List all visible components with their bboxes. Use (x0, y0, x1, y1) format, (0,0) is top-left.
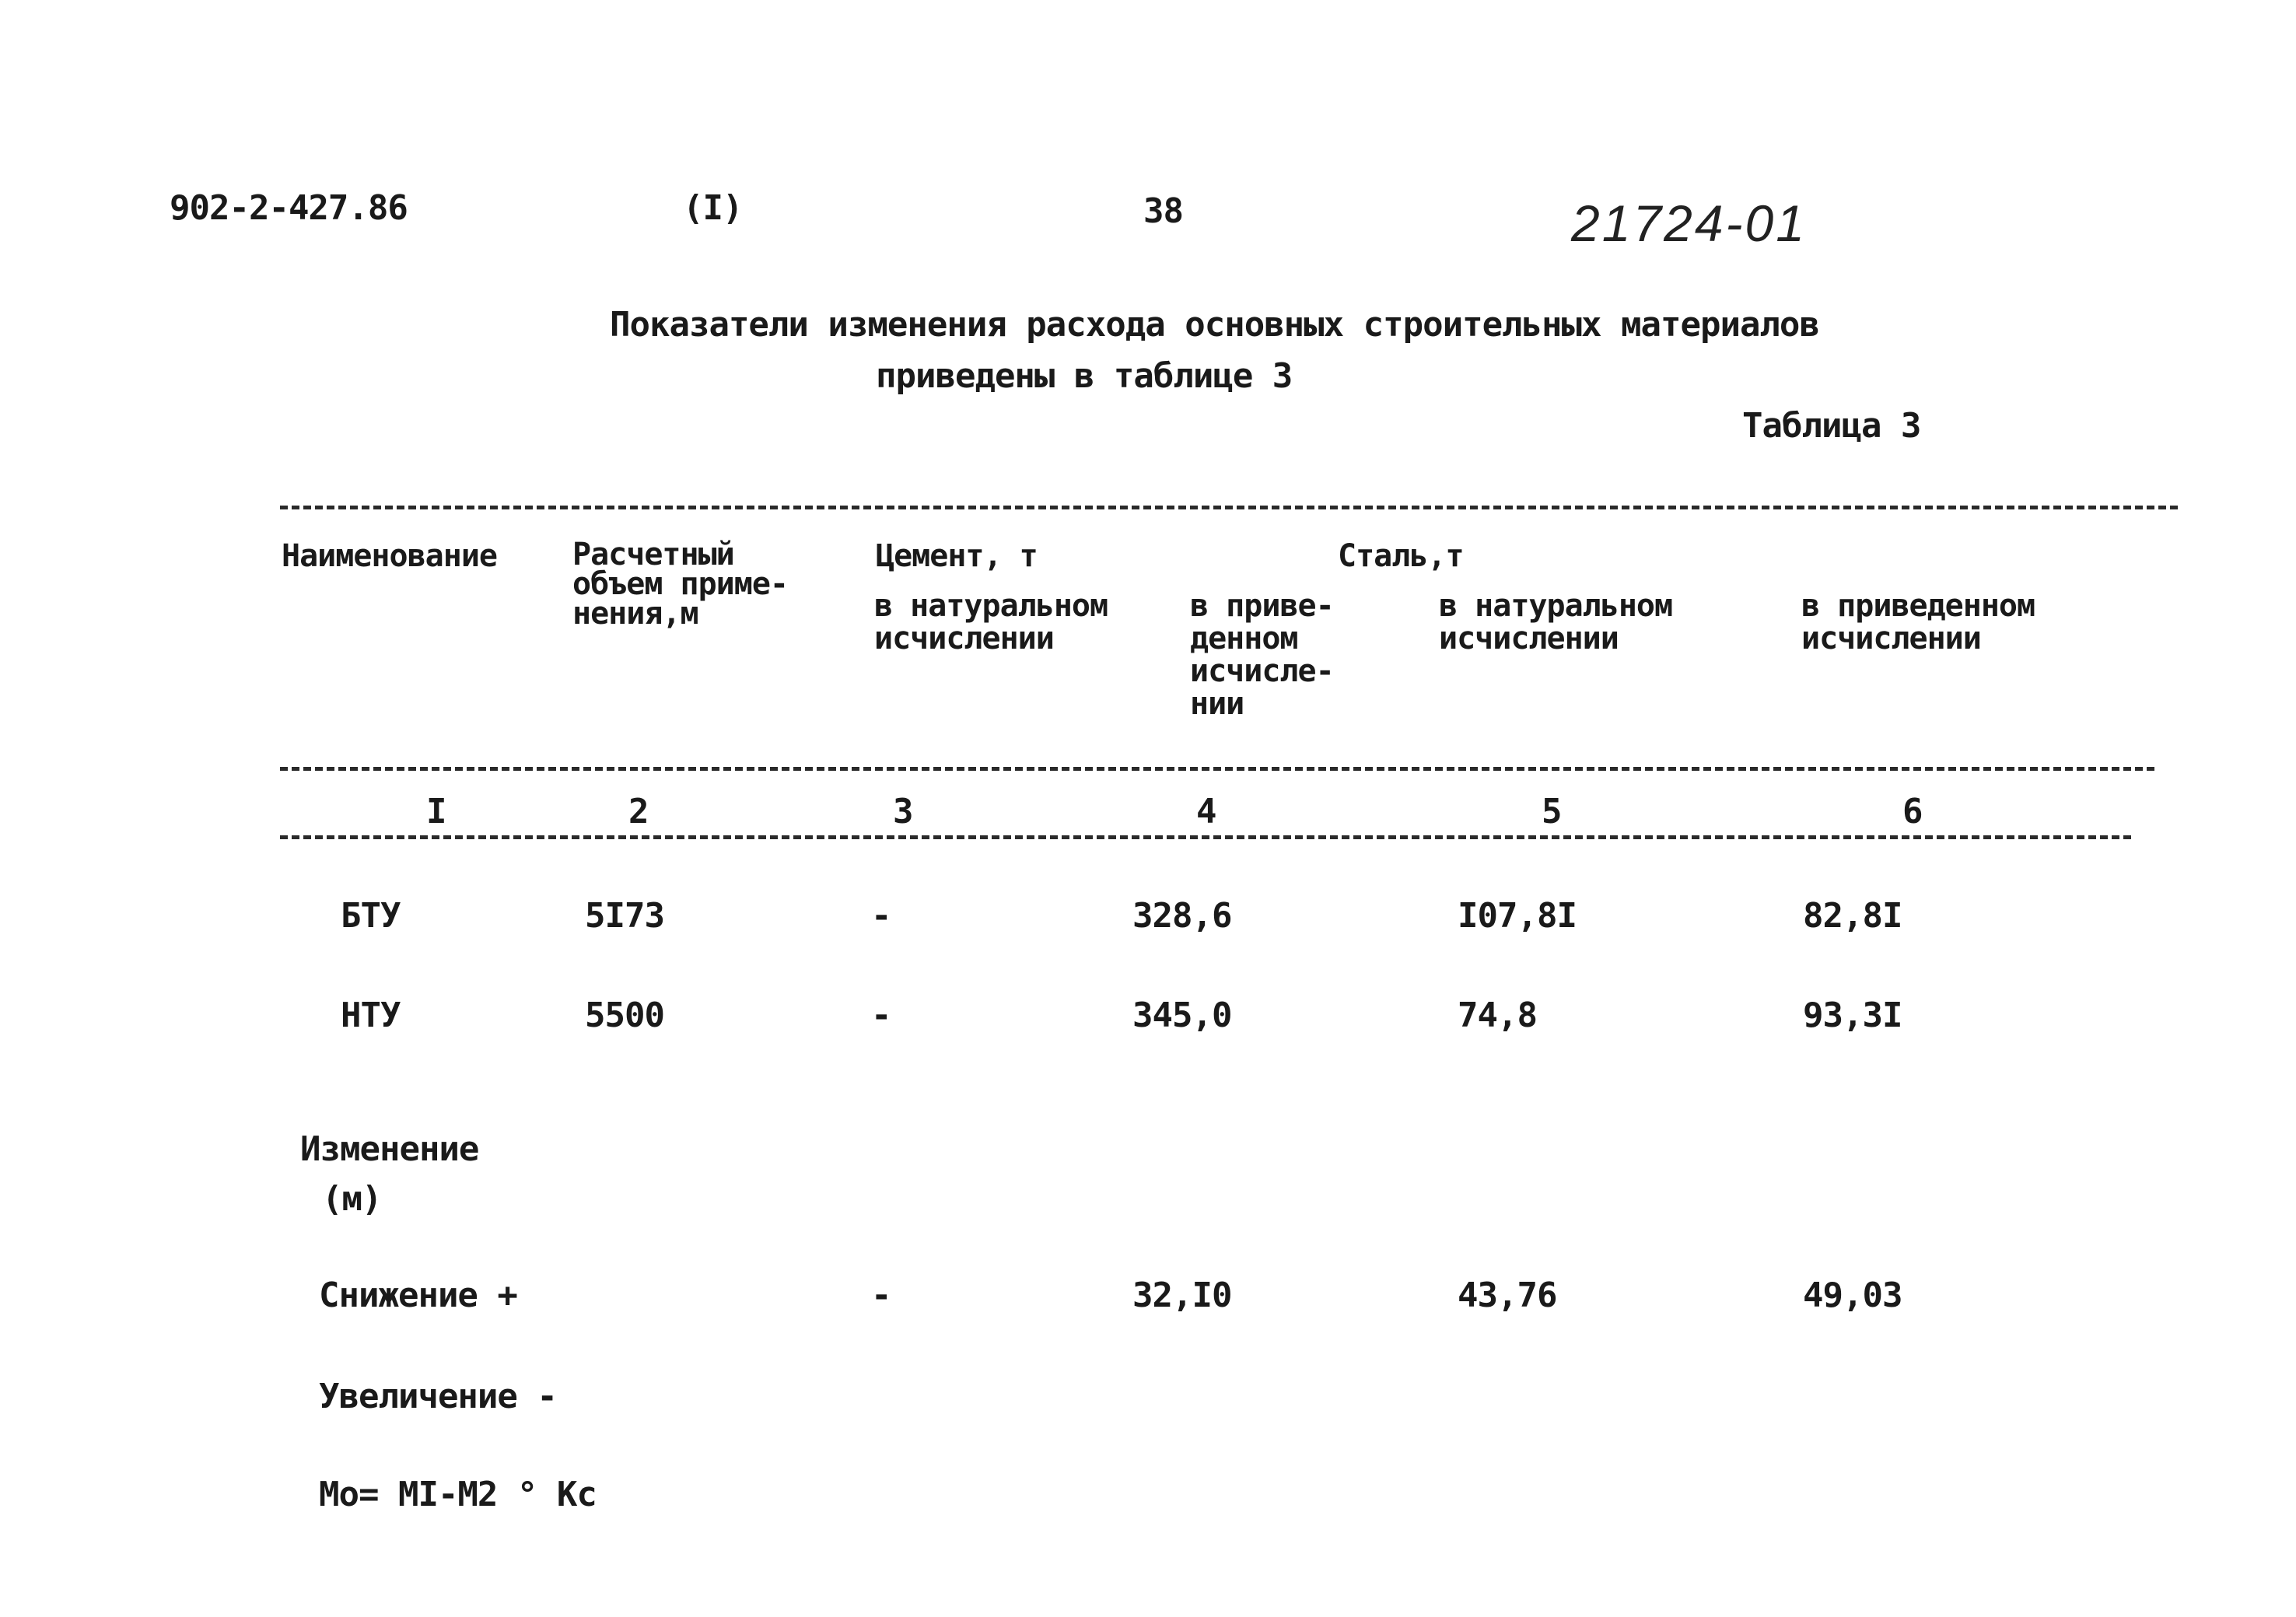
column-number-1: I (426, 792, 446, 831)
decrease-cement-reduced: 32,I0 (1132, 1276, 1232, 1315)
header-steel-reduced: в приведенном исчислении (1801, 588, 2035, 656)
column-number-4: 4 (1196, 792, 1216, 831)
page-number: 38 (1143, 191, 1183, 231)
row-1-cement-natural: - (871, 896, 891, 936)
row-2-volume: 5500 (585, 996, 664, 1035)
document-code: 902-2-427.86 (170, 188, 408, 228)
formula: Мо= МI-М2 ° Кс (319, 1475, 597, 1514)
header-cement-group: Цемент, т (876, 538, 1038, 574)
handwritten-document-id: 21724-01 (1571, 194, 1807, 252)
header-steel-natural: в натуральном исчислении (1439, 588, 1673, 656)
column-number-5: 5 (1542, 792, 1562, 831)
column-number-2: 2 (628, 792, 649, 831)
column-numbers-rule (280, 835, 2131, 839)
decrease-label: Снижение + (319, 1276, 517, 1315)
decrease-steel-natural: 43,76 (1458, 1276, 1557, 1315)
header-bottom-rule (280, 767, 2154, 771)
change-unit: (м) (322, 1179, 382, 1219)
row-2-cement-reduced: 345,0 (1132, 996, 1232, 1035)
row-2-steel-natural: 74,8 (1458, 996, 1537, 1035)
header-cement-reduced: в приве- денном исчисле- нии (1190, 588, 1334, 722)
header-volume: Расчетный объем приме- нения,м (572, 537, 788, 632)
row-2-name: НТУ (341, 996, 401, 1035)
header-name: Наименование (282, 538, 497, 574)
row-1-steel-natural: I07,8I (1458, 896, 1577, 936)
decrease-steel-reduced: 49,03 (1803, 1276, 1902, 1315)
column-number-3: 3 (893, 792, 913, 831)
decrease-cement-natural: - (871, 1276, 891, 1315)
column-number-6: 6 (1902, 792, 1923, 831)
row-2-steel-reduced: 93,3I (1803, 996, 1902, 1035)
row-1-cement-reduced: 328,6 (1132, 896, 1232, 936)
table-top-rule (280, 506, 2178, 509)
title-line-2: приведены в таблице 3 (876, 356, 1293, 396)
table-label: Таблица 3 (1742, 406, 1921, 446)
header-cement-natural: в натуральном исчислении (874, 588, 1108, 656)
change-label: Изменение (300, 1129, 479, 1169)
row-1-name: БТУ (341, 896, 401, 936)
header-steel-group: Сталь,т (1338, 538, 1464, 574)
title-line-1: Показатели изменения расхода основных строительных материалов (610, 305, 1819, 345)
row-2-cement-natural: - (871, 996, 891, 1035)
increase-label: Увеличение - (319, 1377, 557, 1416)
row-1-volume: 5I73 (585, 896, 664, 936)
row-1-steel-reduced: 82,8I (1803, 896, 1902, 936)
document-part: (I) (683, 188, 743, 228)
